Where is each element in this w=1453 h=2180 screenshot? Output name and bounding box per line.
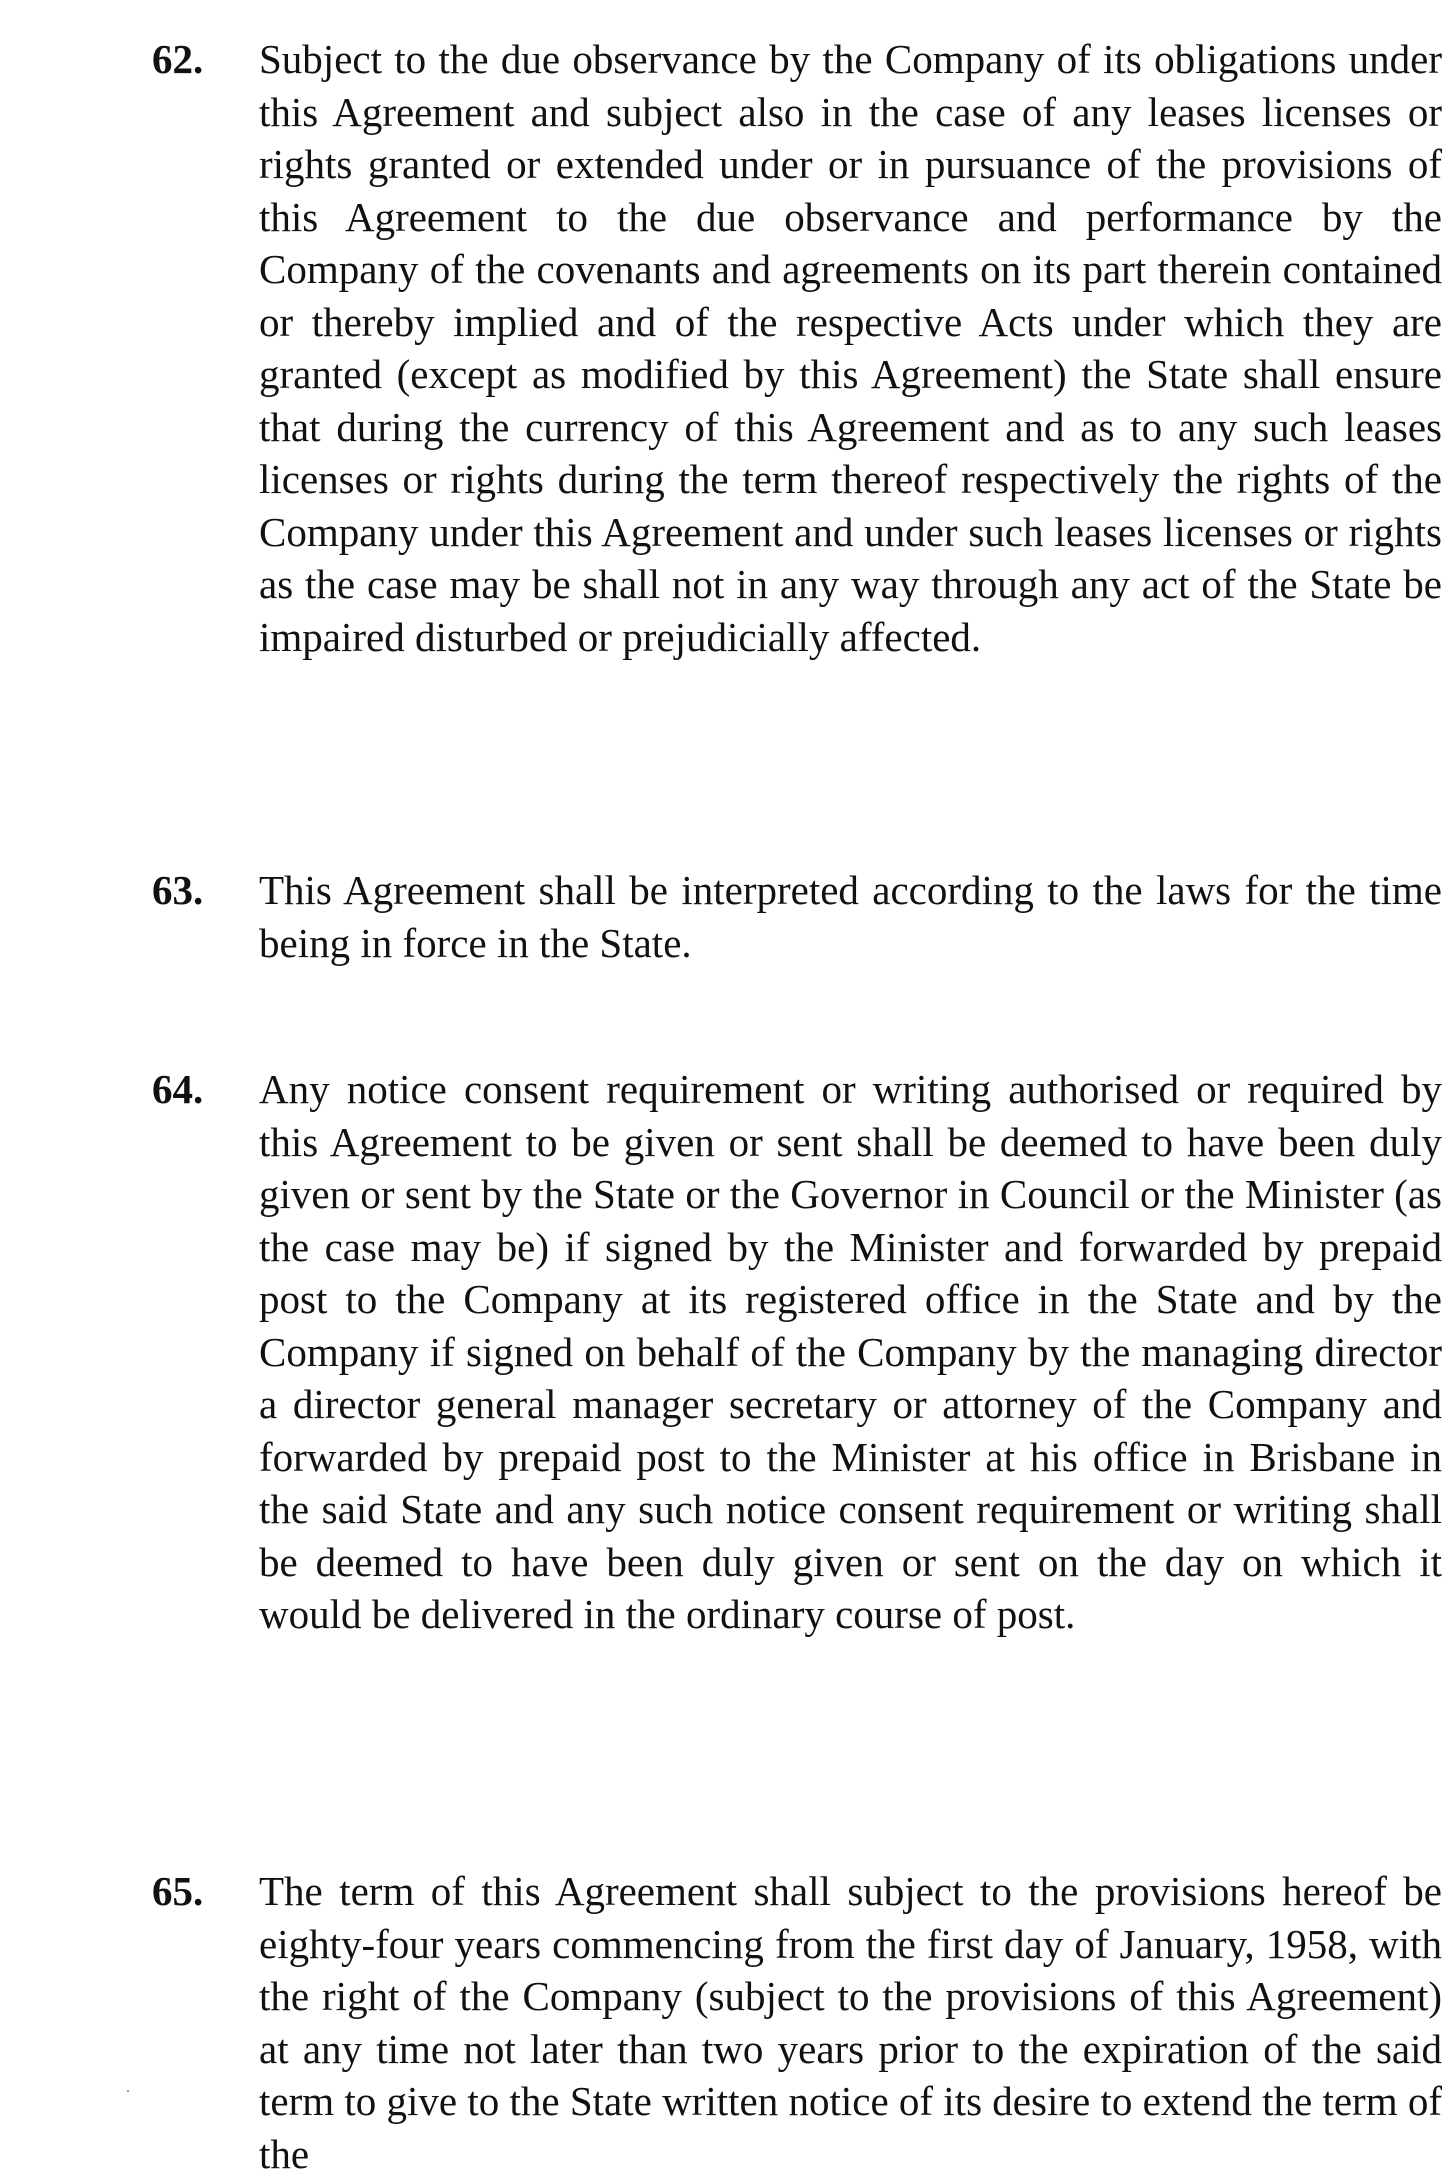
clause-number: 64. bbox=[152, 1066, 204, 1112]
clause-text: Any notice consent requirement or writing authorised or required by this Agreement to be given or sent shall be deemed to have been duly given or sent by the State or the Governor in Council or the Minister (as the case may be) if signed by the Minister and forwarded by prepaid post to the Company at its registered office in the State and by the Company if signed on behalf of the Company by the managing director a director general manager secretary or attorney of the Company and forwarded by prepaid post to the Minister at his office in Brisbane in the said State and any such notice consent requirement or writing shall be deemed to have been duly given or sent on the day on which it would be delivered in the ordinary course of post. bbox=[259, 1066, 1442, 1637]
clause-number: 63. bbox=[152, 867, 204, 913]
scan-speck bbox=[127, 2090, 129, 2092]
clause-text: This Agreement shall be interpreted according to the laws for the time being in force in the State. bbox=[259, 867, 1442, 966]
clause-text: The term of this Agreement shall subject to the provisions hereof be eighty-four years commencing from the first day of January, 1958, with the right of the Company (subject to the provisions of this Agreement) at any time not later than two years prior to the expiration of the said term to give to the State written notice of its desire to extend the term of the bbox=[259, 1868, 1442, 2177]
clause-number: 62. bbox=[152, 36, 204, 82]
clause-text: Subject to the due observance by the Company of its obligations under this Agreement and subject also in the case of any leases licenses or rights granted or extended under or in pursuance of the provisions of this Agreement to the due observance and performance by the Company of the covenants and agreements on its part therein contained or thereby implied and of the respective Acts under which they are granted (except as modified by this Agreement) the State shall ensure that during the currency of this Agreement and as to any such leases licenses or rights during the term thereof respectively the rights of the Company under this Agreement and under such leases licenses or rights as the case may be shall not in any way through any act of the State be impaired disturbed or prejudicially affected. bbox=[259, 36, 1442, 660]
clause-number: 65. bbox=[152, 1868, 204, 1914]
